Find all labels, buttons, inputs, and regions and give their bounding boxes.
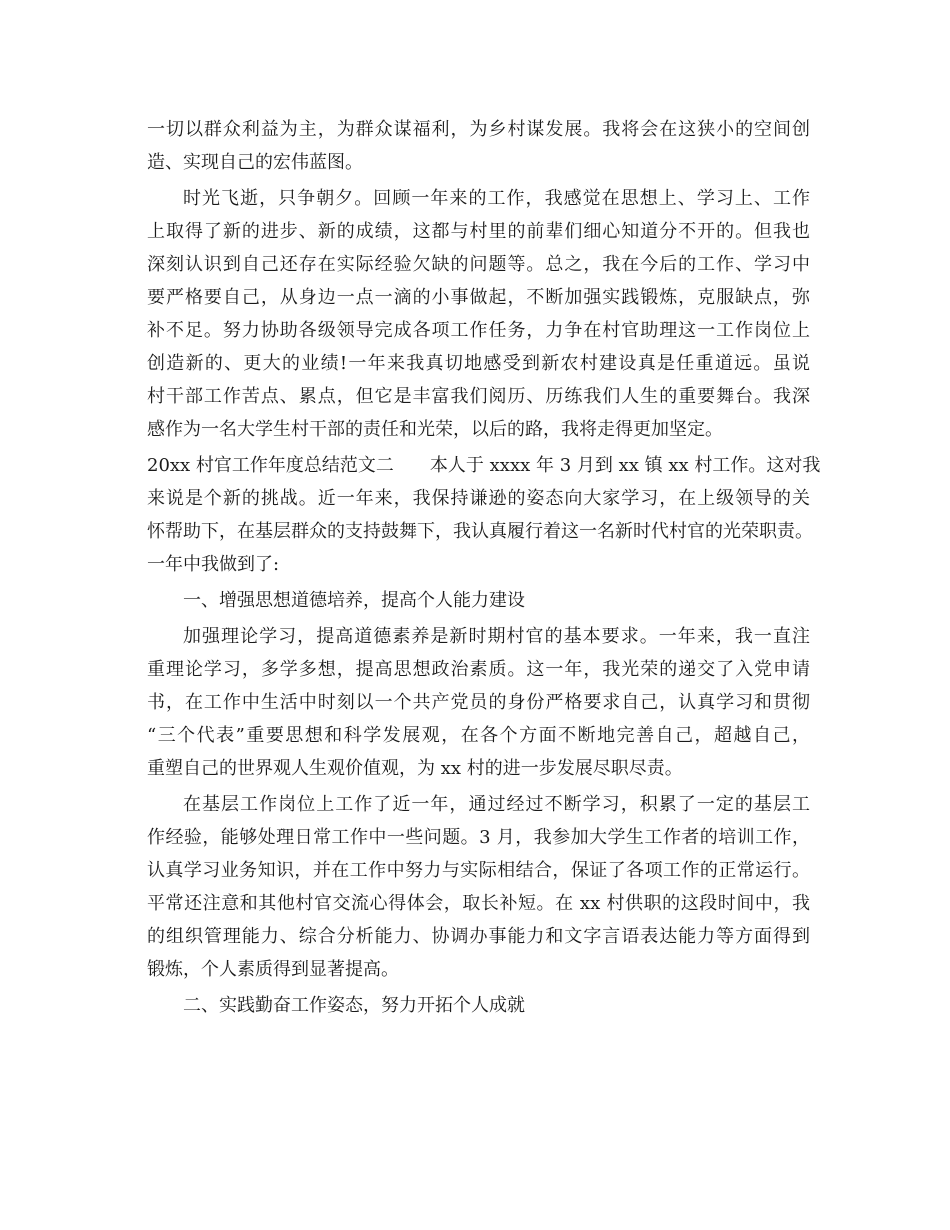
text-line: 怀帮助下，在基层群众的支持鼓舞下，我认真履行着这一名新时代村官的光荣职责。 bbox=[147, 521, 813, 542]
text-line: 创造新的、更大的业绩!一年来我真切地感受到新农村建设真是任重道远。虽说 bbox=[147, 353, 810, 374]
text-line: 要严格要自己，从身边一点一滴的小事做起，不断加强实践锻炼，克服缺点，弥 bbox=[147, 287, 810, 308]
text-line: 的组织管理能力、综合分析能力、协调办事能力和文字言语表达能力等方面得到 bbox=[147, 926, 810, 947]
text-line: 补不足。努力协助各级领导完成各项工作任务，力争在村官助理这一工作岗位上 bbox=[147, 320, 810, 341]
document-body bbox=[147, 113, 821, 1022]
text-line: 重理论学习，多学多想，提高思想政治素质。这一年，我光荣的递交了入党申请 bbox=[147, 659, 810, 680]
text-line: 二、实践勤奋工作姿态，努力开拓个人成就 bbox=[183, 995, 525, 1016]
text-line: 加强理论学习，提高道德素养是新时期村官的基本要求。一年来，我一直注 bbox=[183, 626, 810, 647]
text-line: 20xx 村官工作年度总结范文二 本人于 xxxx 年 3 月到 xx 镇 xx 村工作。这对我 bbox=[147, 455, 821, 476]
text-line: 上取得了新的进步、新的成绩，这都与村里的前辈们细心知道分不开的。但我也 bbox=[147, 221, 810, 242]
text-line: 认真学习业务知识，并在工作中努力与实际相结合，保证了各项工作的正常运行。 bbox=[147, 860, 810, 881]
text-line: 来说是个新的挑战。近一年来，我保持谦逊的姿态向大家学习，在上级领导的关 bbox=[147, 488, 810, 509]
text-line: 造、实现自己的宏伟蓝图。 bbox=[147, 152, 363, 173]
text-line: 村干部工作苦点、累点，但它是丰富我们阅历、历练我们人生的重要舞台。我深 bbox=[147, 386, 810, 407]
text-line: 感作为一名大学生村干部的责任和光荣，以后的路，我将走得更加坚定。 bbox=[147, 419, 723, 440]
text-line: 时光飞逝，只争朝夕。回顾一年来的工作，我感觉在思想上、学习上、工作 bbox=[183, 188, 810, 209]
text-line: “三个代表”重要思想和科学发展观，在各个方面不断地完善自己，超越自己， bbox=[147, 725, 810, 746]
text-line: 书，在工作中生活中时刻以一个共产党员的身份严格要求自己，认真学习和贯彻 bbox=[147, 692, 810, 713]
text-line: 一年中我做到了: bbox=[147, 554, 280, 575]
text-line: 作经验，能够处理日常工作中一些问题。3 月，我参加大学生工作者的培训工作， bbox=[147, 827, 810, 848]
text-line: 一切以群众利益为主，为群众谋福利，为乡村谋发展。我将会在这狭小的空间创 bbox=[147, 119, 810, 140]
text-line: 一、增强思想道德培养，提高个人能力建设 bbox=[183, 590, 525, 611]
text-line: 锻炼，个人素质得到显著提高。 bbox=[147, 959, 399, 980]
text-line: 重塑自己的世界观人生观价值观，为 xx 村的进一步发展尽职尽责。 bbox=[147, 758, 683, 779]
text-line: 平常还注意和其他村官交流心得体会，取长补短。在 xx 村供职的这段时间中，我 bbox=[147, 893, 810, 914]
text-line: 深刻认识到自己还存在实际经验欠缺的问题等。总之，我在今后的工作、学习中 bbox=[147, 254, 810, 275]
text-line: 在基层工作岗位上工作了近一年，通过经过不断学习，积累了一定的基层工 bbox=[183, 794, 810, 815]
